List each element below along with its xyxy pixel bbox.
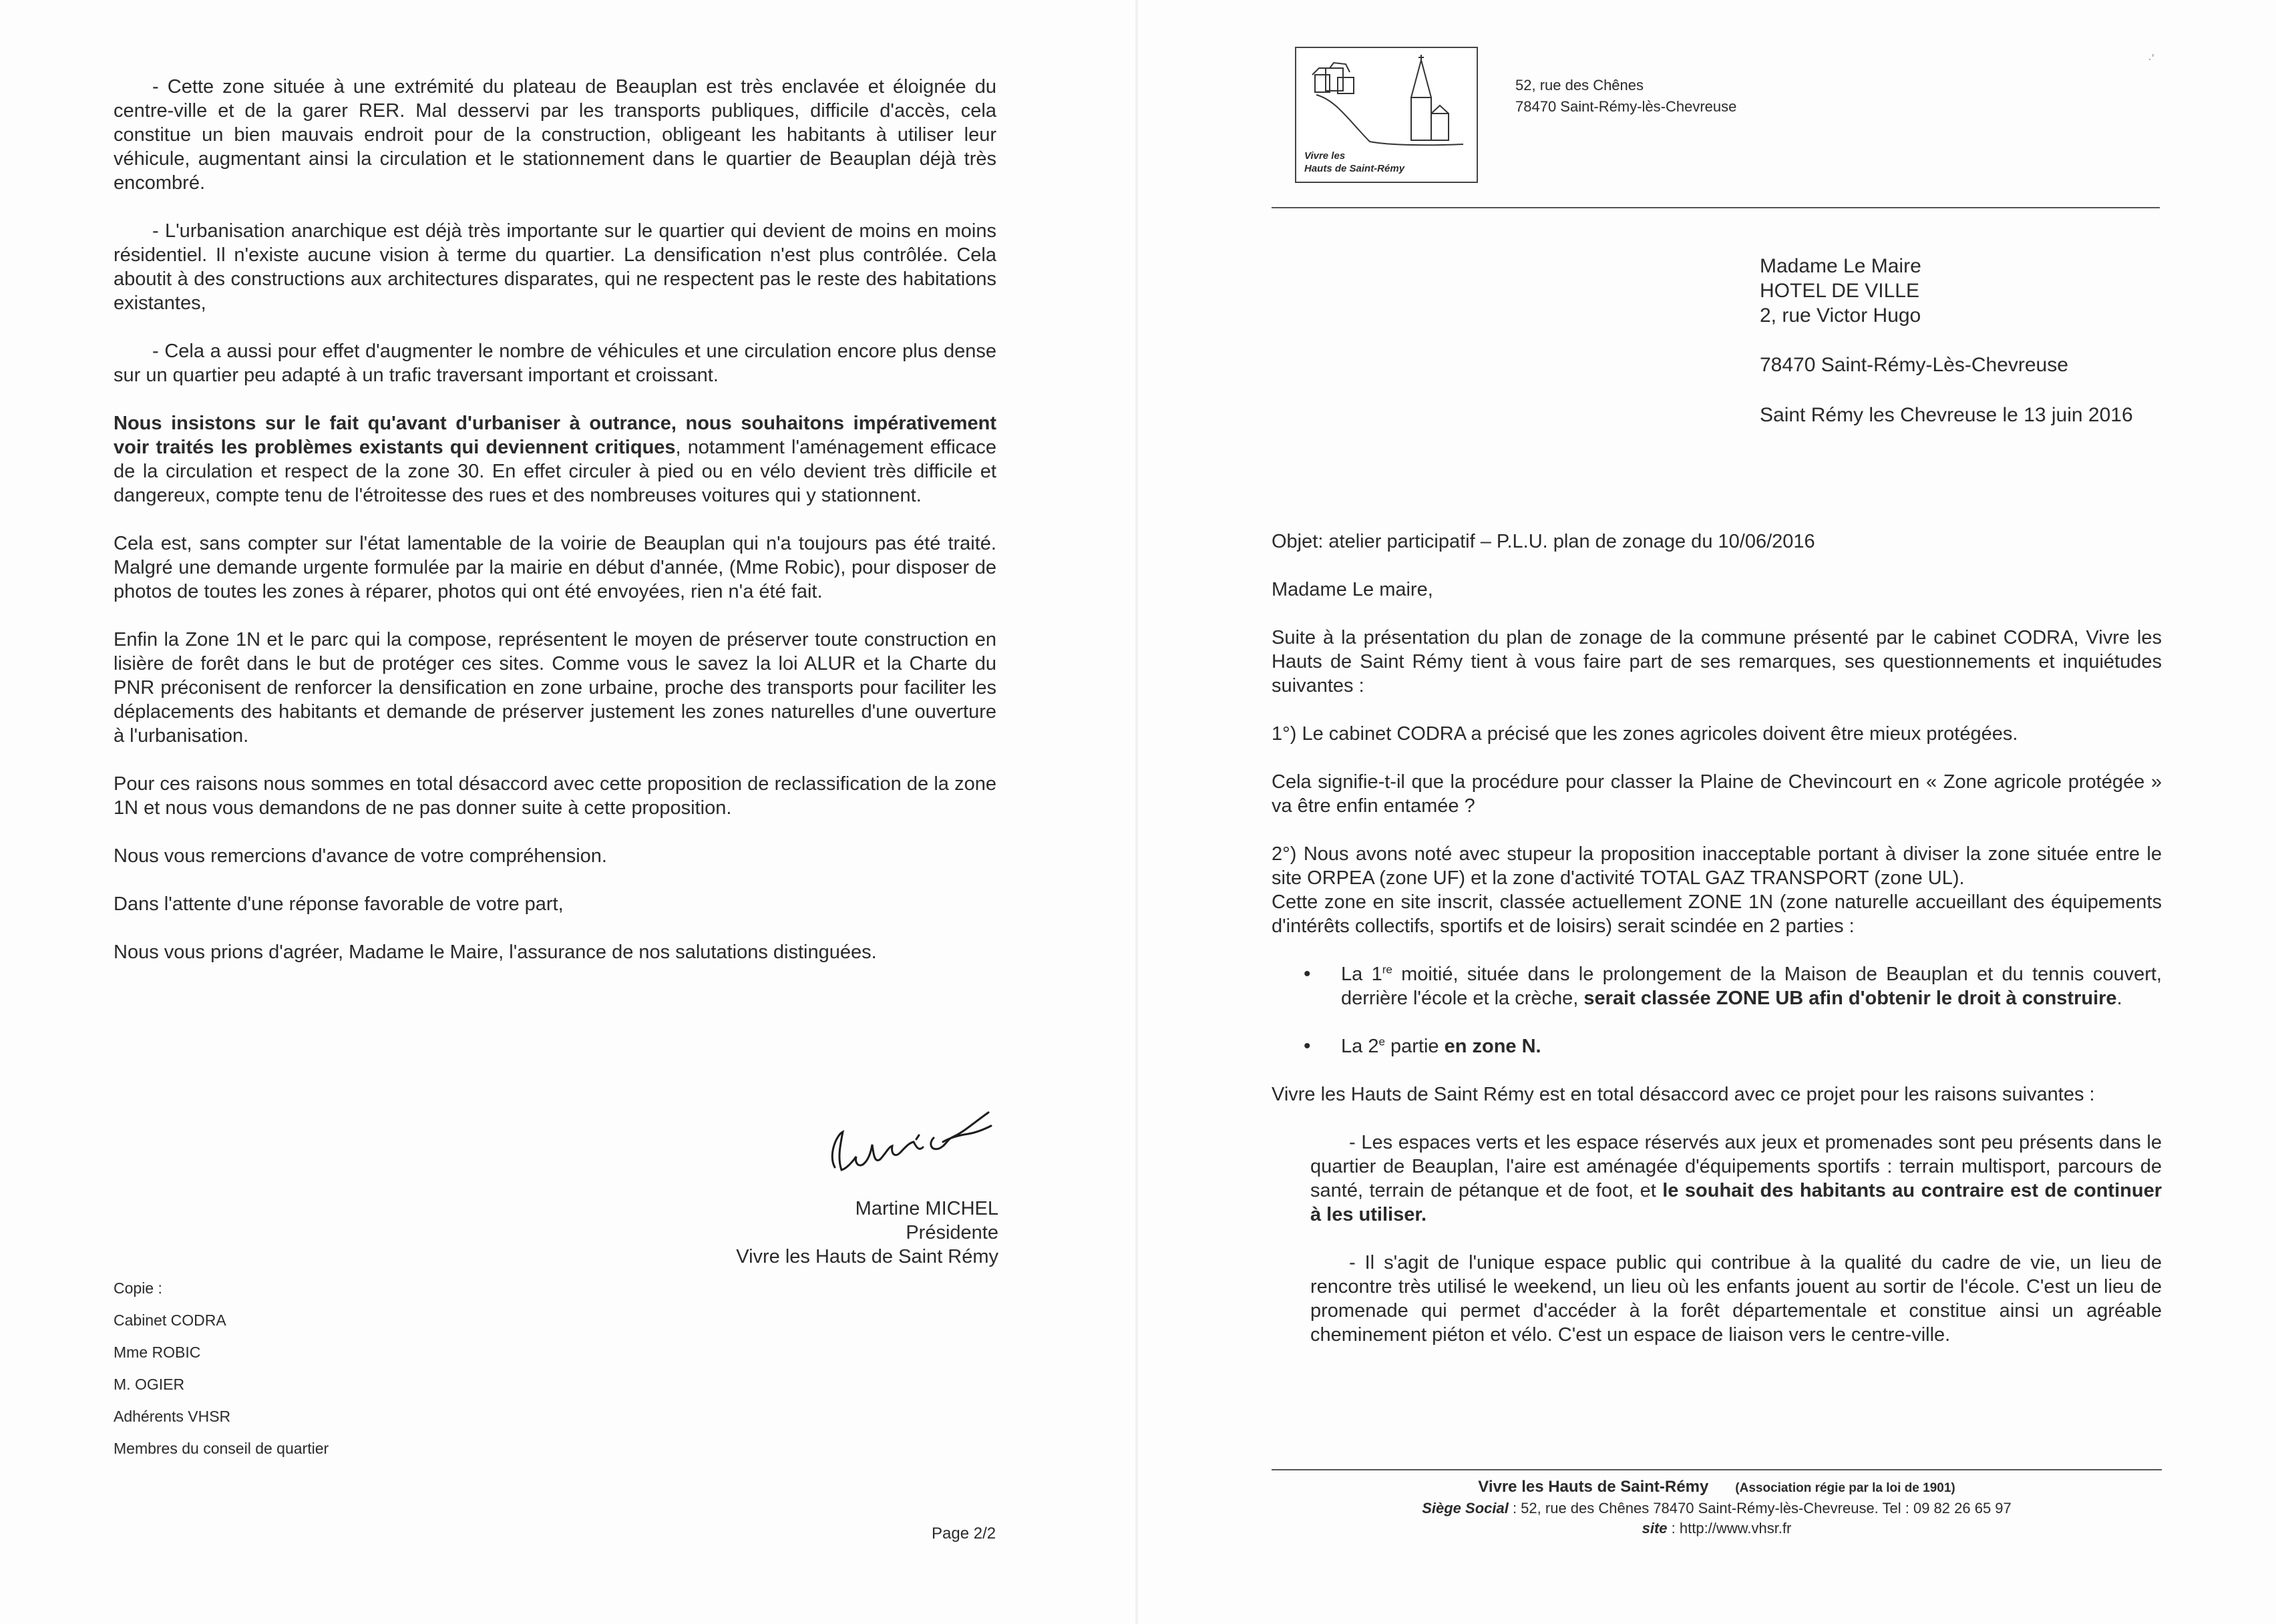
footer-seat-label: Siège Social <box>1422 1500 1509 1516</box>
zone-split-list <box>1272 962 2162 1058</box>
waiting-paragraph: Dans l'attente d'une réponse favorable de votre part, <box>114 893 564 915</box>
handwritten-signature <box>816 1095 1003 1182</box>
signatory-organisation: Vivre les Hauts de Saint Rémy <box>736 1246 998 1267</box>
right-page-body <box>1272 530 2162 1371</box>
voirie-paragraph: Cela est, sans compter sur l'état lamentable de la voirie de Beauplan qui n'a toujours pas été traité. Malgré une demande urgente formulée par la mairie en début d'année, (Mme Robic), pour disposer de photos de toutes les zones à réparer, photos qui ont été envoyées, rien n'a été fait. <box>114 533 996 602</box>
sender-address <box>1515 75 1736 118</box>
village-church-logo-icon <box>1296 48 1477 148</box>
copy-list <box>114 1272 329 1464</box>
argument-circulation: - Cela a aussi pour effet d'augmenter le nombre de véhicules et une circulation encore plus dense sur un quartier peu adapté à un trafic traversant important et croissant. <box>114 341 996 386</box>
logo-caption-line-2: Hauts de Saint-Rémy <box>1304 163 1405 174</box>
sender-city: 78470 Saint-Rémy-lès-Chevreuse <box>1515 98 1737 115</box>
logo-caption-line-1: Vivre les <box>1304 150 1346 162</box>
copy-heading: Copie : <box>114 1279 162 1297</box>
salutation: Madame Le maire, <box>1272 579 1433 600</box>
signatory-name: Martine MICHEL <box>855 1198 998 1219</box>
point-2-continued: Cette zone en site inscrit, classée actuellement ZONE 1N (zone naturelle accueillant des équipements d'intérêts collectifs, sportifs et de loisirs) serait scindée en 2 parties : <box>1272 891 2162 937</box>
footer-site-label: site <box>1642 1520 1668 1537</box>
signatory-role: Présidente <box>906 1222 998 1243</box>
question-paragraph: Cela signifie-t-il que la procédure pour classer la Plaine de Chevincourt en « Zone agricole protégée » va être enfin entamée ? <box>1272 771 2162 817</box>
recipient-title: Madame Le Maire <box>1760 255 1921 277</box>
footer-site-text: : http://www.vhsr.fr <box>1667 1520 1792 1537</box>
letter-page-1 <box>1138 0 2276 1624</box>
left-page-body <box>114 75 996 988</box>
argument-urbanisation: - L'urbanisation anarchique est déjà très importante sur le quartier qui devient de moins en moins résidentiel. Il n'existe aucune vision à terme du quartier. La densification n'est plus contrôlée. Cela aboutit à des constructions aux architectures disparates, qui ne respectent pas le reste des habitations existantes, <box>114 220 996 314</box>
list-item: • La 2e partie en zone N. <box>1272 1034 2162 1058</box>
header-divider <box>1272 207 2160 208</box>
insist-bold: Nous insistons sur le fait qu'avant d'urbaniser à outrance, nous souhaitons impérativement voir traités les problèmes existants qui deviennent critiques <box>114 413 996 458</box>
zone-1n-paragraph: Enfin la Zone 1N et le parc qui la compose, représentent le moyen de préserver toute construction en lisière de forêt dans le but de protéger ces sites. Comme vous le savez la loi ALUR et la Charte du PNR préconisent de renforcer la densification en zone urbaine, proche des transports pour faciliter les déplacements des habitants et demande de préserver justement les zones naturelles d'une ouverture à l'urbanisation. <box>114 629 996 747</box>
scan-speck: ·' <box>2148 52 2154 65</box>
association-logo <box>1295 47 1478 183</box>
recipient-address <box>1760 254 2068 377</box>
copy-recipient: Mme ROBIC <box>114 1344 201 1361</box>
recipient-institution: HOTEL DE VILLE <box>1760 280 1919 302</box>
copy-recipient: M. OGIER <box>114 1376 185 1393</box>
sender-street: 52, rue des Chênes <box>1515 77 1644 93</box>
copy-recipient: Membres du conseil de quartier <box>114 1440 329 1457</box>
insist-paragraph <box>114 411 996 508</box>
insist-rest: , notamment l'aménagement efficace de la circulation et respect de la zone 30. En effet circuler à pied ou en vélo devient très difficile et dangereux, compte tenu de l'étroitesse des rues et des nombreuses voitures qui y stationnent. <box>114 437 996 506</box>
desaccord-paragraph: Pour ces raisons nous sommes en total désaccord avec cette proposition de reclassification de la zone 1N et nous vous demandons de ne pas donner suite à cette proposition. <box>114 773 996 819</box>
list-item: • La 1re moitié, située dans le prolongement de la Maison de Beauplan et du tennis couvert, derrière l'école et la crèche, serait classée ZONE UB afin d'obtenir le droit à construire. <box>1272 962 2162 1010</box>
reasons-block <box>1272 1131 2162 1347</box>
thanks-paragraph: Nous vous remercions d'avance de votre compréhension. <box>114 845 607 867</box>
recipient-street: 2, rue Victor Hugo <box>1760 304 1921 327</box>
intro-paragraph: Suite à la présentation du plan de zonage de la commune présenté par le cabinet CODRA, Vivre les Hauts de Saint Rémy tient à vous faire part de ses remarques, ses questionnements et inquiétudes suivantes : <box>1272 627 2162 696</box>
footer-divider <box>1272 1469 2162 1470</box>
point-1: 1°) Le cabinet CODRA a précisé que les zones agricoles doivent être mieux protégées. <box>1272 723 2018 745</box>
page-number: Page 2/2 <box>932 1525 996 1543</box>
date-line: Saint Rémy les Chevreuse le 13 juin 2016 <box>1760 404 2133 426</box>
footer-legal-status: (Association régie par la loi de 1901) <box>1735 1481 1955 1495</box>
letter-footer <box>1272 1477 2162 1539</box>
disagreement-paragraph: Vivre les Hauts de Saint Rémy est en total désaccord avec ce projet pour les raisons suivantes : <box>1272 1084 2095 1105</box>
logo-caption <box>1304 150 1404 175</box>
signature-block <box>708 1197 998 1269</box>
object-line: Objet: atelier participatif – P.L.U. plan de zonage du 10/06/2016 <box>1272 531 1815 552</box>
copy-recipient: Cabinet CODRA <box>114 1311 226 1329</box>
footer-seat-text: : 52, rue des Chênes 78470 Saint-Rémy-lès-Chevreuse. Tel : 09 82 26 65 97 <box>1508 1500 2012 1516</box>
reason-public-space: - Il s'agit de l'unique espace public qui contribue à la qualité du cadre de vie, un lieu de rencontre très utilisé le weekend, un lieu où les enfants jouent au sortir de l'école. C'est un lieu de promenade qui permet d'accéder à la forêt départementale et constitue ainsi un agréable cheminement piéton et vélo. C'est un espace de liaison vers le centre-ville. <box>1310 1252 2162 1346</box>
recipient-city: 78470 Saint-Rémy-Lès-Chevreuse <box>1760 354 2068 376</box>
argument-enclave: - Cette zone située à une extrémité du plateau de Beauplan est très enclavée et éloignée du centre-ville et de la garer RER. Mal desservi par les transports publiques, difficile d'accès, cela constitue un bien mauvais endroit pour de la construction, obligeant les habitants à utiliser leur véhicule, augmentant ainsi la circulation et le stationnement dans le quartier de Beauplan déjà très encombré. <box>114 76 996 194</box>
copy-recipient: Adhérents VHSR <box>114 1408 231 1425</box>
point-2: 2°) Nous avons noté avec stupeur la proposition inacceptable portant à diviser la zone située entre le site ORPEA (zone UF) et la zone d'activité TOTAL GAZ TRANSPORT (zone UL). <box>1272 843 2162 889</box>
footer-association-name: Vivre les Hauts de Saint-Rémy <box>1478 1478 1709 1496</box>
reason-green-spaces: - Les espaces verts et les espace réservés aux jeux et promenades sont peu présents dans le quartier de Beauplan, l'aire est aménagée d'équipements sportifs : terrain multisport, parcours de santé, terrain de pétanque et de foot, et le souhait des habitants au contraire est de continuer à les utiliser. <box>1310 1132 2162 1225</box>
closing-paragraph: Nous vous prions d'agréer, Madame le Maire, l'assurance de nos salutations distinguées. <box>114 942 877 963</box>
